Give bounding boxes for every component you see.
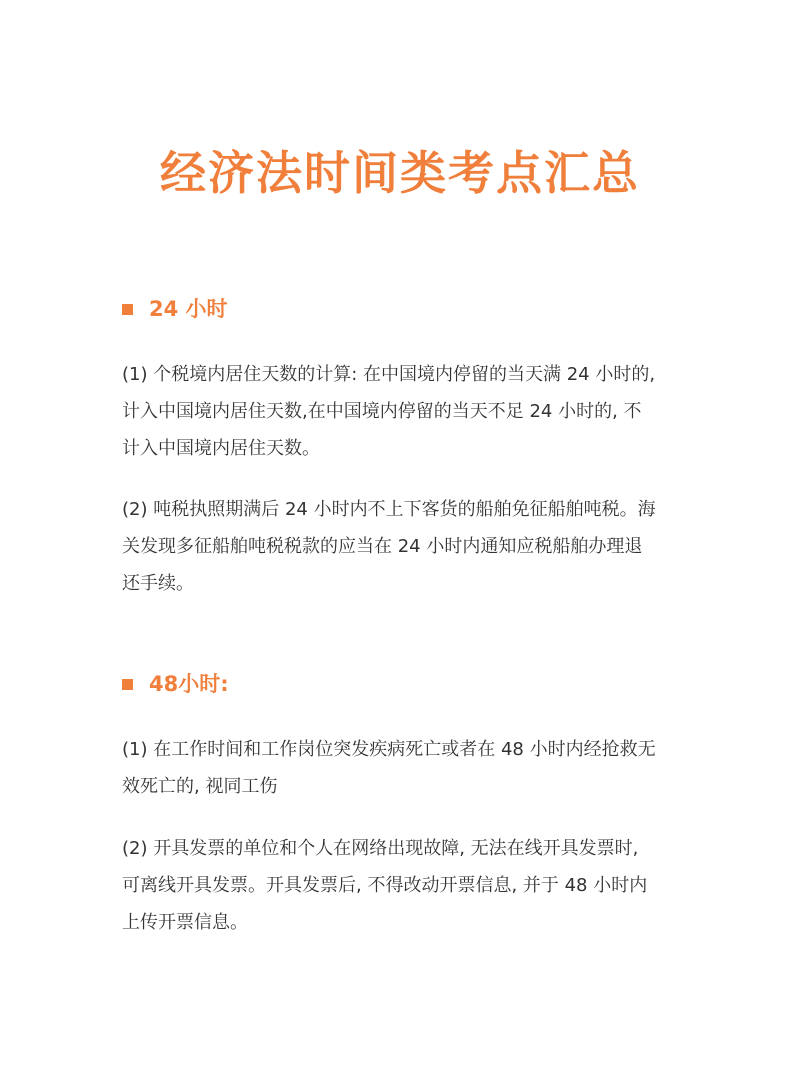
paragraph-line: (2) 开具发票的单位和个人在网络出现故障, 无法在线开具发票时,	[122, 838, 639, 859]
paragraph-line: 计入中国境内居住天数。	[122, 438, 320, 459]
section-heading-label: 24 小时	[149, 297, 228, 321]
paragraph-line: 关发现多征船舶吨税税款的应当在 24 小时内通知应税船舶办理退	[122, 536, 643, 557]
paragraph-line: 效死亡的, 视同工伤	[122, 776, 278, 797]
paragraph-line: 计入中国境内居住天数,在中国境内停留的当天不足 24 小时的, 不	[122, 401, 642, 422]
bullet-square-icon	[122, 304, 133, 315]
paragraph-line: (2) 吨税执照期满后 24 小时内不上下客货的船舶免征船舶吨税。海	[122, 499, 656, 520]
paragraph-line: (1) 个税境内居住天数的计算: 在中国境内停留的当天满 24 小时的,	[122, 364, 656, 385]
bullet-square-icon	[122, 679, 133, 690]
section-heading-48h	[122, 668, 229, 700]
section-heading-label: 48小时:	[149, 672, 229, 696]
paragraph	[122, 491, 682, 602]
paragraph	[122, 731, 682, 805]
paragraph	[122, 830, 682, 941]
section-heading-24h	[122, 293, 228, 325]
paragraph-line: 可离线开具发票。开具发票后, 不得改动开票信息, 并于 48 小时内	[122, 875, 648, 896]
paragraph-line: (1) 在工作时间和工作岗位突发疾病死亡或者在 48 小时内经抢救无	[122, 739, 656, 760]
paragraph-line: 上传开票信息。	[122, 912, 248, 933]
paragraph	[122, 356, 682, 467]
page-title: 经济法时间类考点汇总	[160, 146, 640, 200]
paragraph-line: 还手续。	[122, 573, 194, 594]
